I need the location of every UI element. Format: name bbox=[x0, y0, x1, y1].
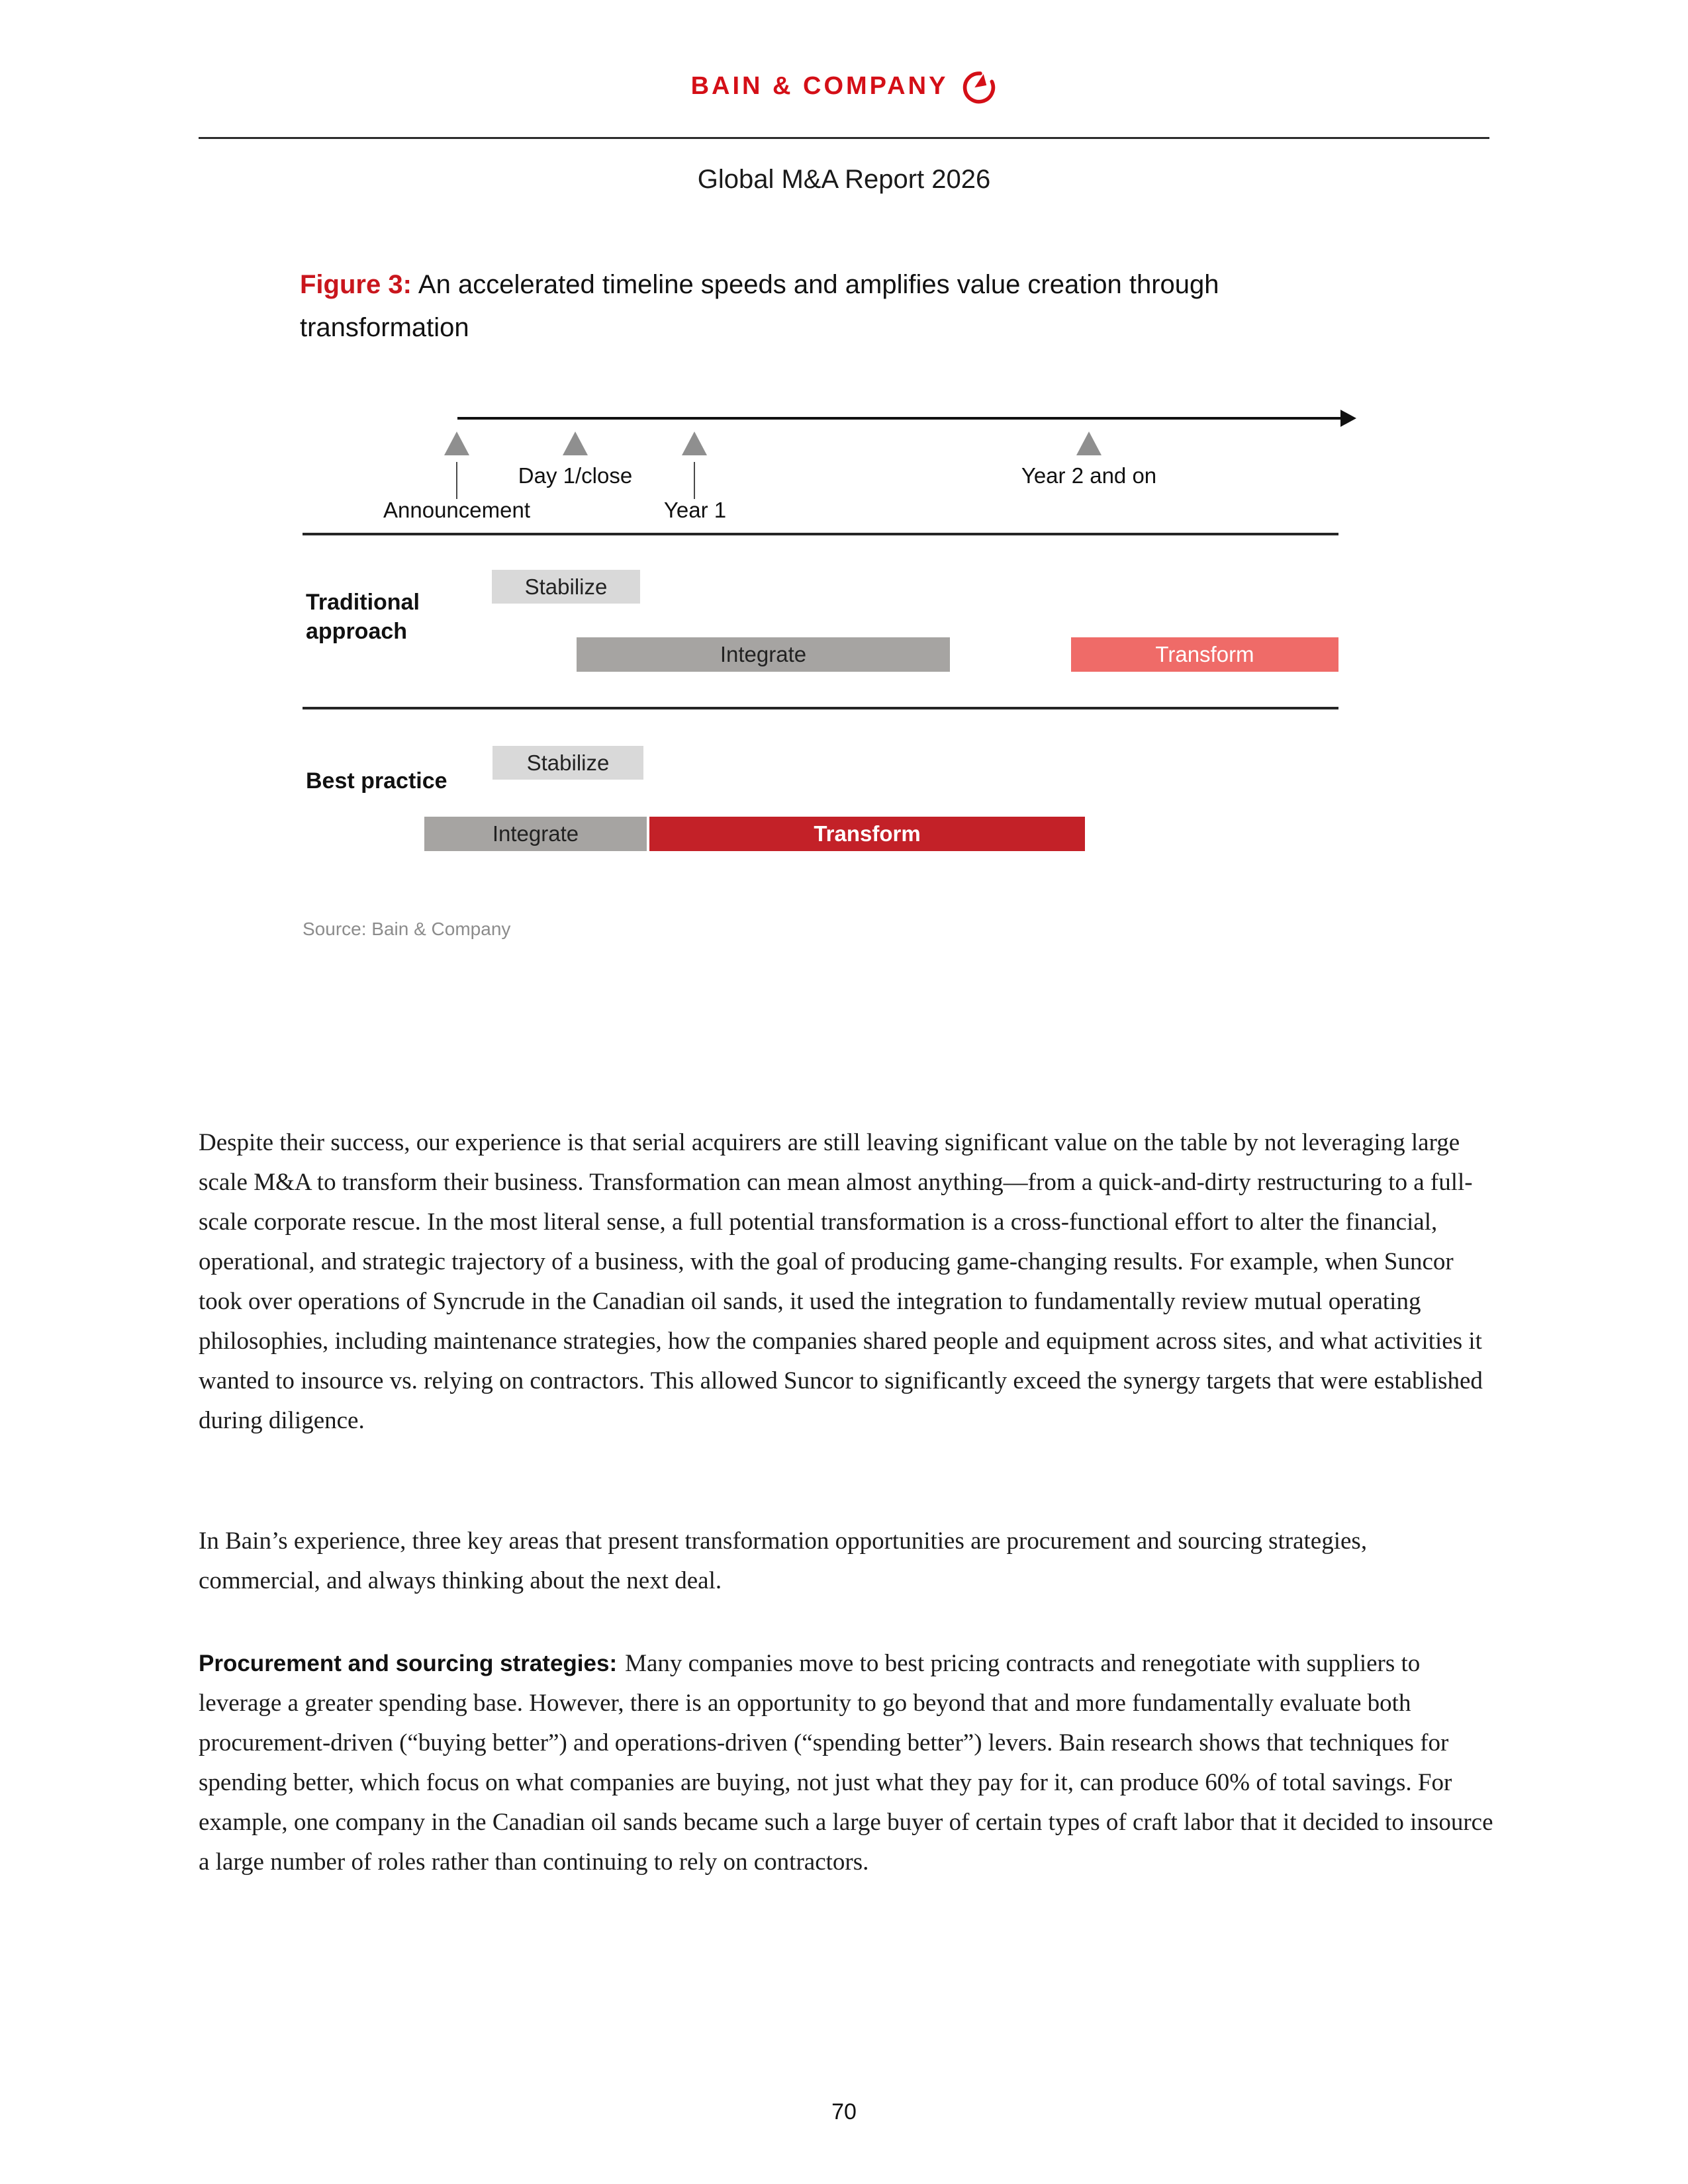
report-title: Global M&A Report 2026 bbox=[697, 165, 991, 194]
milestone-label: Year 2 and on bbox=[1021, 463, 1157, 488]
brand-logo-text: BAIN & COMPANY bbox=[690, 71, 949, 100]
milestone-label: Day 1/close bbox=[518, 463, 633, 488]
timeline-arrowhead-icon bbox=[1340, 410, 1356, 427]
figure-caption bbox=[300, 263, 1359, 349]
body-paragraph: In Bain’s experience, three key areas that present transformation opportunities are procurement and sourcing strategies, commercial, and always thinking about the next deal. bbox=[199, 1527, 1368, 1594]
body-paragraph bbox=[199, 1644, 1495, 1882]
milestone-triangle-icon bbox=[563, 432, 588, 455]
figure-divider bbox=[303, 533, 1338, 535]
source-note: Source: Bain & Company bbox=[303, 919, 511, 939]
milestone-label: Year 1 bbox=[663, 498, 727, 522]
bain-compass-icon bbox=[961, 68, 997, 104]
milestone-triangle-icon bbox=[1076, 432, 1102, 455]
milestone-triangle-icon bbox=[682, 432, 707, 455]
phase-box-transform: Transform bbox=[649, 817, 1085, 851]
figure-title-text: An accelerated timeline speeds and amplifies value creation through transformation bbox=[300, 270, 1219, 342]
milestone-stem bbox=[456, 462, 457, 499]
figure-divider bbox=[303, 707, 1338, 709]
phase-box-stabilize: Stabilize bbox=[492, 746, 643, 780]
header-divider bbox=[199, 137, 1489, 139]
phase-box-integrate: Integrate bbox=[577, 637, 950, 672]
page-number: 70 bbox=[831, 2099, 857, 2124]
row-label-best-practice: Best practice bbox=[306, 768, 447, 794]
milestone-label: Announcement bbox=[383, 498, 530, 522]
phase-box-transform: Transform bbox=[1071, 637, 1338, 672]
phase-box-integrate: Integrate bbox=[424, 817, 647, 851]
milestone-stem bbox=[694, 462, 695, 499]
row-label-traditional: Traditional approach bbox=[306, 590, 420, 644]
figure-label: Figure 3: bbox=[300, 270, 412, 299]
brand-header bbox=[0, 68, 1688, 104]
body-paragraph: Despite their success, our experience is that serial acquirers are still leaving significant value on the table by not leveraging large scale M&A to transform their business. Transformation can mean almost anything—from a quick-and-dirty restructuring to a full-scale corporate rescue. In the most literal sense, a full potential transformation is a cross-functional effort to alter the financial, operational, and strategic trajectory of a business, with the goal of producing game-changing results. For example, when Suncor took over operations of Syncrude in the Canadian oil sands, it used the integration to fundamentally review mutual operating philosophies, including maintenance strategies, how the companies shared people and equipment across sites, and what activities it wanted to insource vs. relying on contractors. This allowed Suncor to significantly exceed the synergy targets that were established during diligence. bbox=[199, 1129, 1483, 1434]
milestone-triangle-icon bbox=[444, 432, 469, 455]
phase-box-stabilize: Stabilize bbox=[492, 570, 640, 604]
paragraph-lead-bold: Procurement and sourcing strategies: bbox=[199, 1651, 618, 1676]
paragraph-text: Many companies move to best pricing contracts and renegotiate with suppliers to leverage a greater spending base. However, there is an opportunity to go beyond that and more fundamentally evaluate both procurement-driven (“buying better”) and operations-driven (“spending better”) levers. Bain research shows that techniques for spending better, which focus on what companies are buying, not just what they pay for it, can produce 60% of total savings. For example, one company in the Canadian oil sands became such a large buyer of certain types of craft labor that it decided to insource a large number of roles rather than continuing to rely on contractors. bbox=[199, 1650, 1493, 1876]
timeline-axis bbox=[457, 417, 1342, 420]
